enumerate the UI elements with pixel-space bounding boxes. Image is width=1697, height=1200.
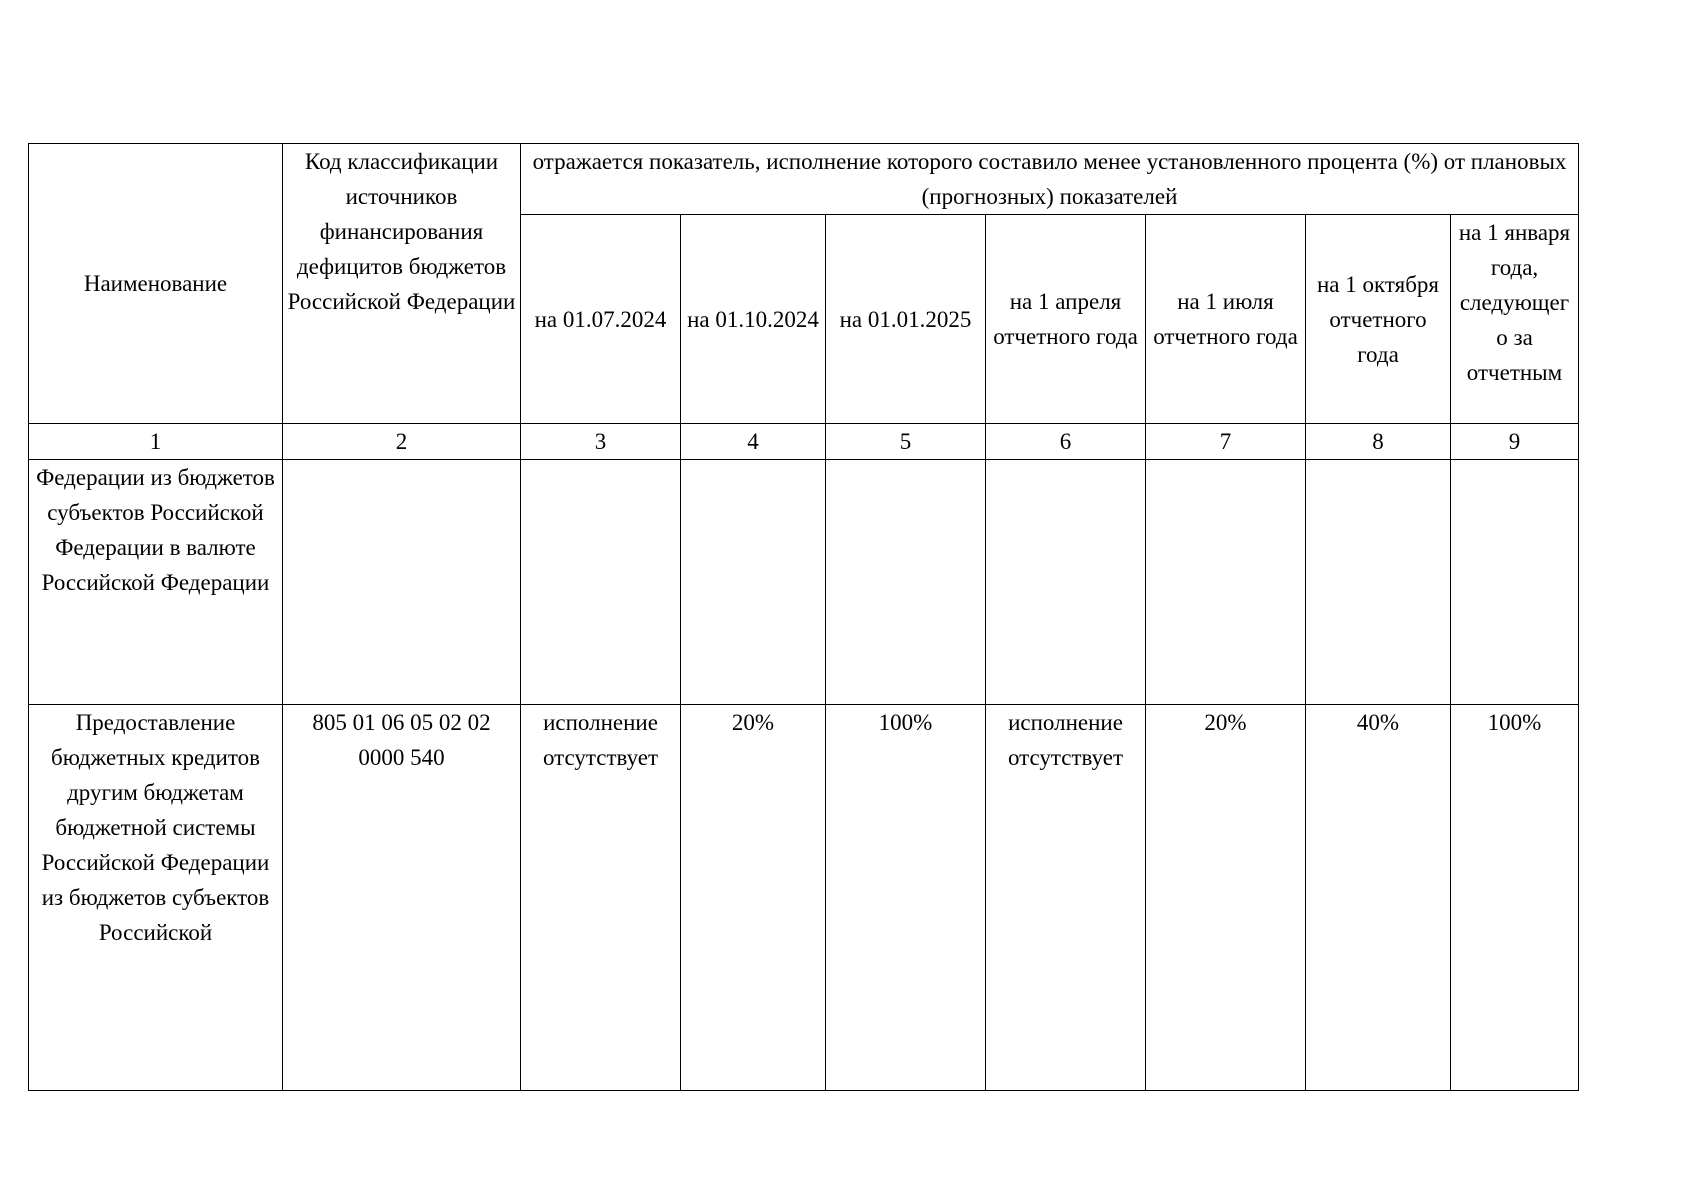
column-number: 6 [986, 424, 1146, 460]
row-value [521, 460, 681, 705]
table-row [29, 705, 1579, 1091]
header-col-9-text: на 1 января года, следующего за отчетным [1458, 220, 1571, 385]
column-number: 4 [681, 424, 826, 460]
column-number: 9 [1451, 424, 1579, 460]
row-value: 20% [681, 705, 826, 1091]
row-value [1451, 460, 1579, 705]
column-numbers-row [29, 424, 1579, 460]
column-number: 8 [1306, 424, 1451, 460]
row-value: 100% [826, 705, 986, 1091]
row-value: исполнение отсутствует [986, 705, 1146, 1091]
row-value: 20% [1146, 705, 1306, 1091]
row-code: 805 01 06 05 02 02 0000 540 [283, 705, 521, 1091]
row-value: 40% [1306, 705, 1451, 1091]
table-row [29, 460, 1579, 705]
row-code [283, 460, 521, 705]
header-group: отражается показатель, исполнение которого составило менее установленного процента (%) от плановых (прогнозных) показателей [521, 144, 1579, 215]
header-col-7: на 1 июля отчетного года [1146, 215, 1306, 424]
header-code-text: Код классификации источников финансирования дефицитов бюджетов Российской Федерации [287, 149, 516, 314]
column-number: 2 [283, 424, 521, 460]
row-name: Предоставление бюджетных кредитов другим бюджетам бюджетной системы Российской Федерации из бюджетов субъектов Российской [41, 710, 270, 945]
row-name: Федерации из бюджетов субъектов Российской Федерации в валюте Российской Федерации [36, 465, 275, 595]
budget-indicators-table [28, 143, 1579, 1091]
row-value [1146, 460, 1306, 705]
header-name: Наименование [29, 144, 283, 424]
header-col-4: на 01.10.2024 [681, 215, 826, 424]
header-code [283, 144, 521, 424]
row-value [826, 460, 986, 705]
header-row-1 [29, 144, 1579, 215]
row-value [681, 460, 826, 705]
row-value: 100% [1451, 705, 1579, 1091]
header-col-8: на 1 октября отчетного года [1306, 215, 1451, 424]
row-name-cell [29, 460, 283, 705]
header-col-3: на 01.07.2024 [521, 215, 681, 424]
row-value [1306, 460, 1451, 705]
column-number: 1 [29, 424, 283, 460]
row-value: исполнение отсутствует [521, 705, 681, 1091]
column-number: 7 [1146, 424, 1306, 460]
header-col-9 [1451, 215, 1579, 424]
column-number: 5 [826, 424, 986, 460]
header-col-5: на 01.01.2025 [826, 215, 986, 424]
header-col-6: на 1 апреля отчетного года [986, 215, 1146, 424]
row-value [986, 460, 1146, 705]
row-name-cell [29, 705, 283, 1091]
column-number: 3 [521, 424, 681, 460]
